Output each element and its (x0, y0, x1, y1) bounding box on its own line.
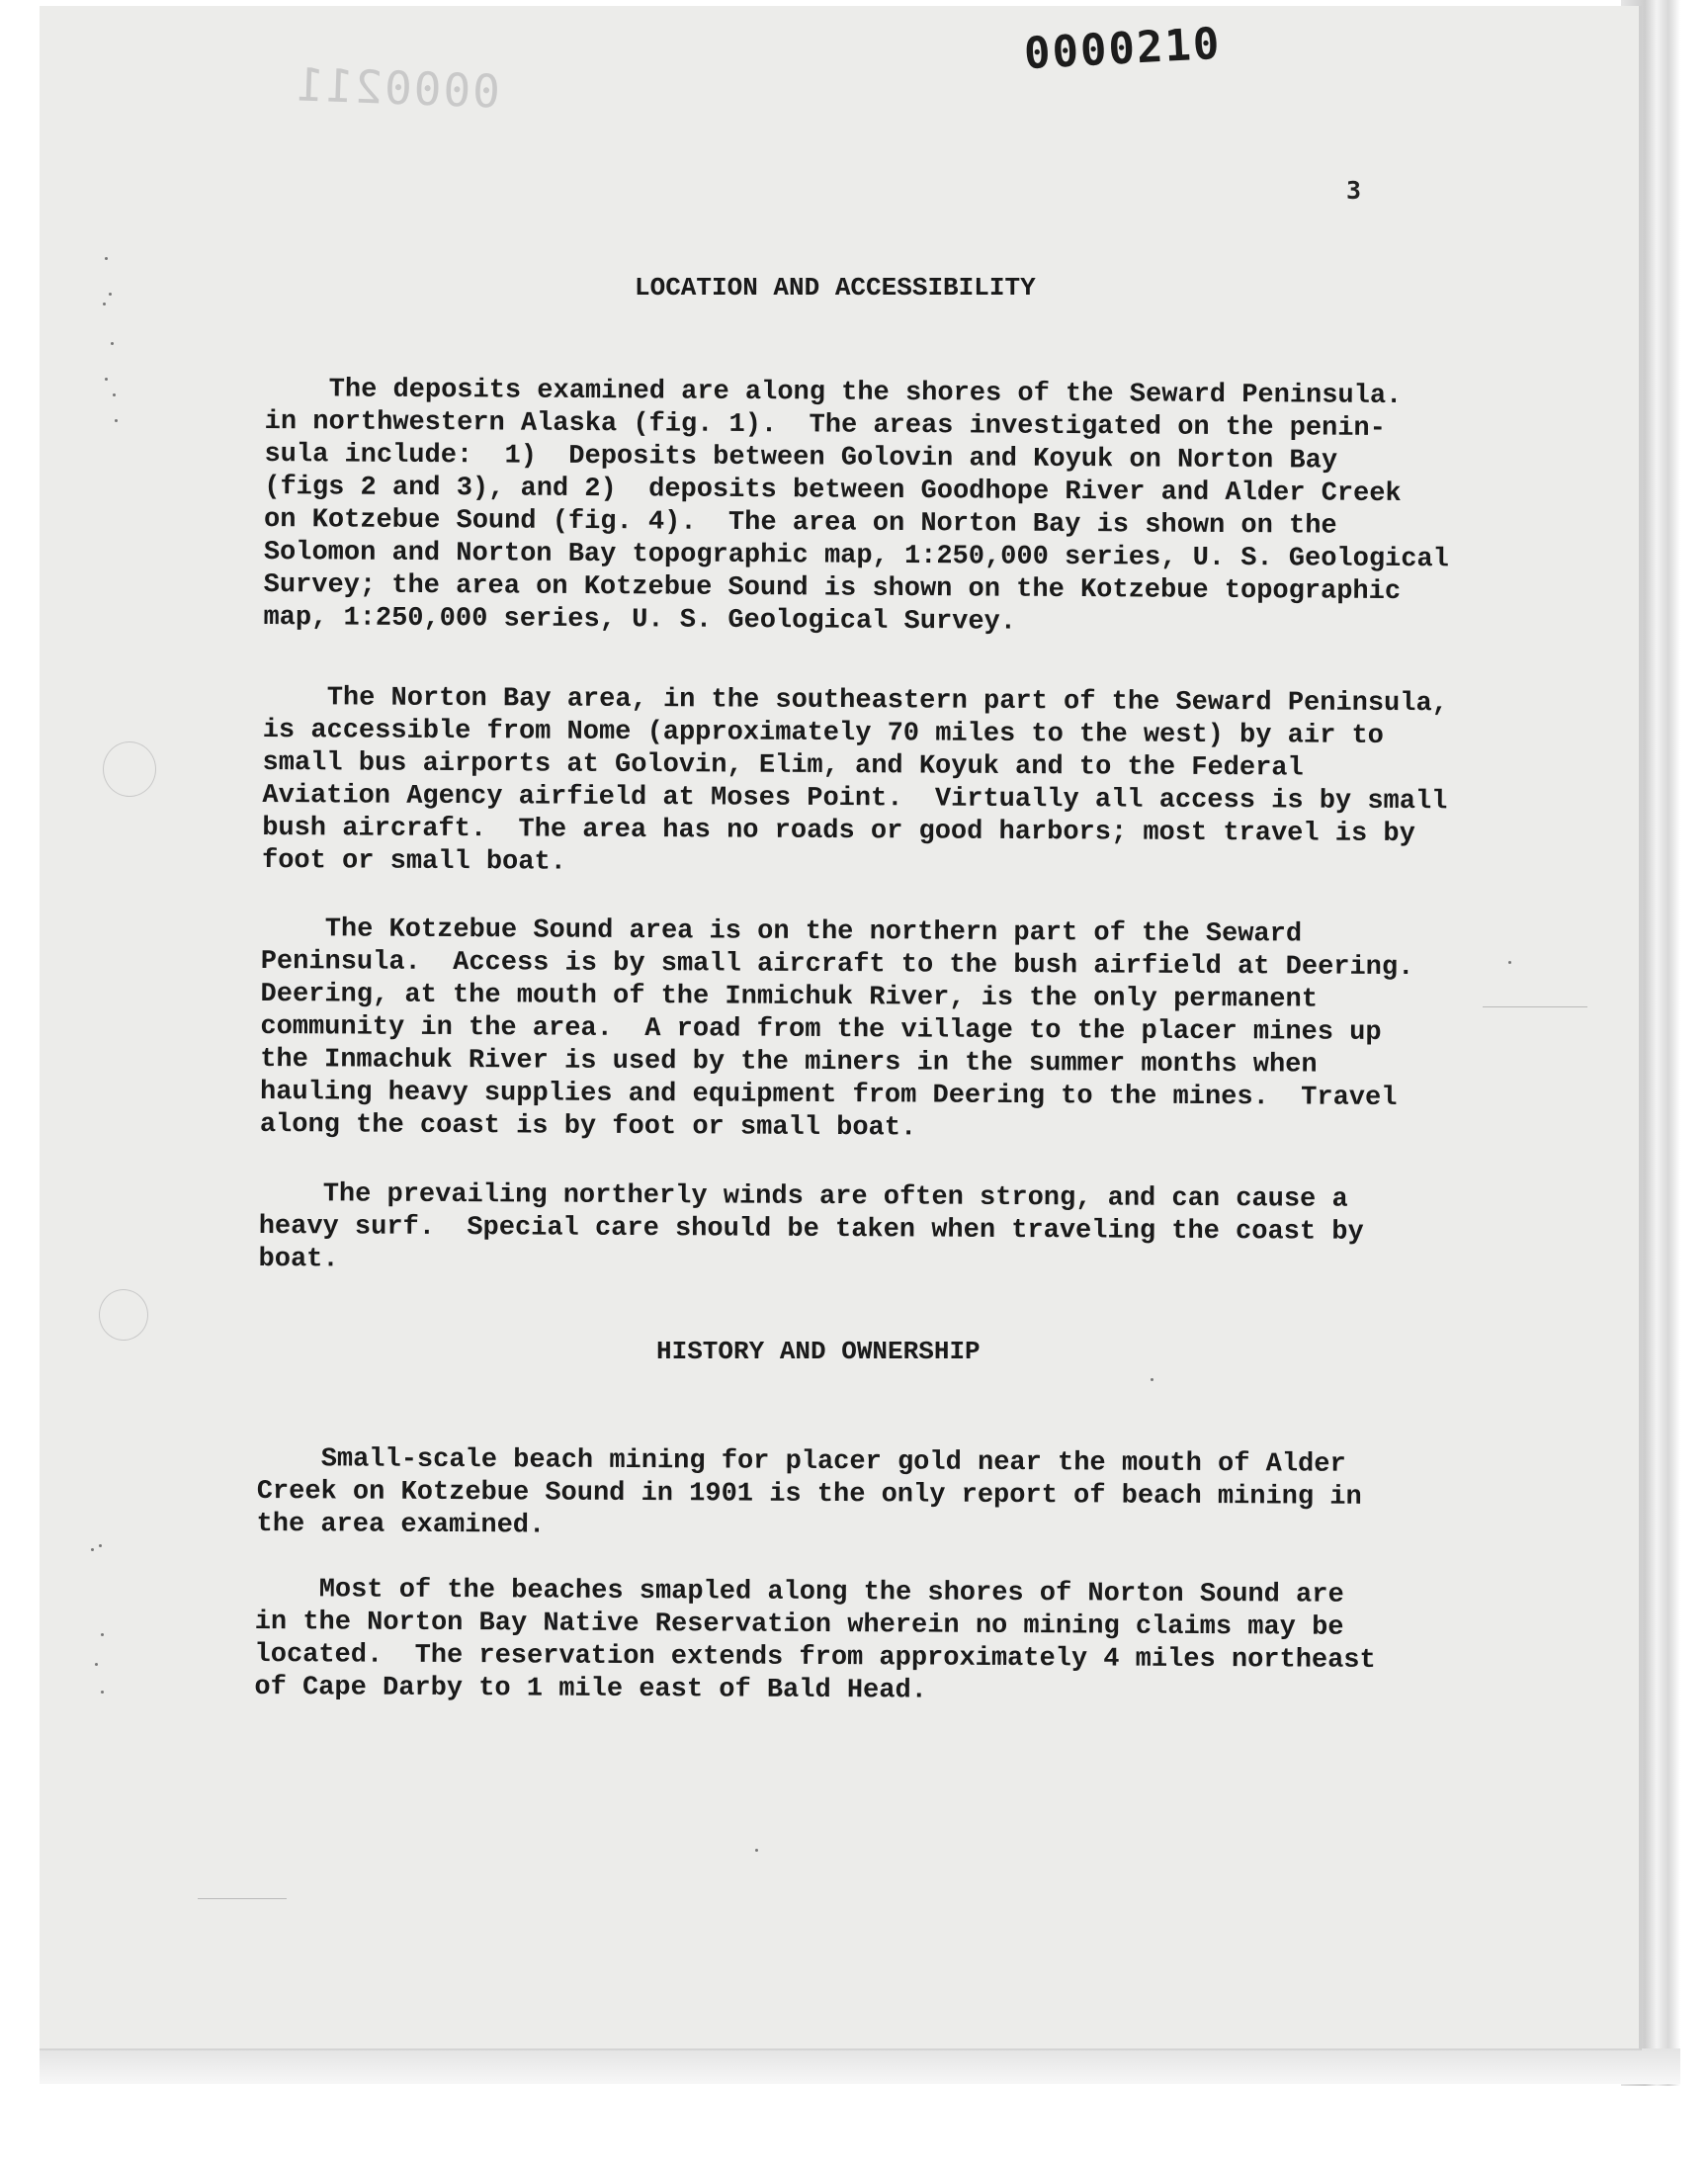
text-line: Deering, at the mouth of the Inmichuk River, is the only permanent (260, 979, 1319, 1015)
text-line: hauling heavy supplies and equipment from Deering to the mines. Travel (259, 1077, 1398, 1114)
scan-ring-mark (99, 1289, 148, 1341)
scan-speck (91, 1548, 94, 1551)
text-line: map, 1:250,000 series, U. S. Geological Survey. (263, 602, 1017, 638)
page-number: 3 (1346, 176, 1362, 205)
paragraph-kotzebue-sound (260, 914, 1414, 1148)
text-line: Peninsula. Access is by small aircraft to the bush airfield at Deering. (260, 946, 1414, 984)
text-line: The deposits examined are along the shores of the Seward Peninsula. (264, 374, 1403, 412)
text-line: Survey; the area on Kotzebue Sound is shown on the Kotzebue topographic (263, 569, 1402, 608)
scan-speck (755, 1849, 758, 1852)
section-heading-history: HISTORY AND OWNERSHIP (656, 1337, 981, 1366)
scan-scratch (198, 1898, 287, 1899)
scan-speck (101, 1691, 104, 1694)
text-line: Small-scale beach mining for placer gold near the mouth of Alder (256, 1444, 1346, 1480)
text-line: in the Norton Bay Native Reservation wherein no mining claims may be (254, 1607, 1344, 1643)
paragraph-location-overview (263, 374, 1450, 642)
text-line: is accessible from Nome (approximately 70 miles to the west) by air to (262, 715, 1384, 751)
text-line: Solomon and Norton Bay topographic map, 1:250,000 series, U. S. Geological (263, 537, 1449, 575)
scan-speck (105, 378, 108, 381)
text-line: of Cape Darby to 1 mile east of Bald Head. (254, 1672, 927, 1706)
scan-speck (103, 303, 106, 305)
text-line: heavy surf. Special care should be taken when traveling the coast by (258, 1211, 1364, 1248)
text-line: Creek on Kotzebue Sound in 1901 is the only report of beach mining in (256, 1476, 1362, 1513)
bleed-through-stamp: 0000211 (294, 57, 501, 119)
text-line: (figs 2 and 3), and 2) deposits between Goodhope River and Alder Creek (264, 472, 1402, 510)
scan-speck (115, 419, 118, 422)
text-line: sula include: 1) Deposits between Golovin and Koyuk on Norton Bay (264, 439, 1338, 477)
scan-speck (95, 1663, 98, 1666)
text-line: bush aircraft. The area has no roads or good harbors; most travel is by (262, 813, 1415, 850)
scan-speck (1151, 1378, 1153, 1381)
text-line: in northwestern Alaska (fig. 1). The areas investigated on the penin- (264, 406, 1386, 444)
text-line: boat. (258, 1244, 339, 1275)
section-heading-location: LOCATION AND ACCESSIBILITY (635, 273, 1036, 303)
scan-speck (109, 293, 112, 296)
text-line: Most of the beaches smapled along the shores of Norton Sound are (254, 1575, 1344, 1610)
text-line: small bus airports at Golovin, Elim, and Koyuk and to the Federal (262, 747, 1304, 784)
scan-scratch (1483, 1006, 1587, 1007)
paragraph-norton-bay (262, 682, 1448, 884)
paragraph-beach-mining (256, 1443, 1361, 1547)
document-number-stamp: 0000210 (1022, 18, 1223, 80)
text-line: The Norton Bay area, in the southeastern part of the Seward Peninsula, (262, 683, 1448, 720)
text-line: foot or small boat. (261, 845, 566, 878)
text-line: community in the area. A road from the village to the placer mines up (260, 1011, 1382, 1048)
scan-speck (113, 393, 116, 396)
scan-speck (101, 1633, 104, 1636)
scan-ring-mark (103, 741, 156, 797)
text-line: located. The reservation extends from approximately 4 miles northeast (254, 1639, 1376, 1676)
text-line: along the coast is by foot or small boat. (259, 1109, 917, 1144)
text-line: Aviation Agency airfield at Moses Point. Virtually all access is by small (262, 780, 1448, 818)
scan-speck (111, 342, 114, 345)
scan-speck (99, 1544, 102, 1547)
text-line: on Kotzebue Sound (fig. 4). The area on Norton Bay is shown on the (264, 504, 1337, 542)
paragraph-winds (258, 1178, 1363, 1282)
scan-speck (1508, 961, 1511, 964)
text-line: the Inmachuk River is used by the miners in the summer months when (260, 1044, 1318, 1081)
scan-speck (105, 257, 108, 260)
text-line: The Kotzebue Sound area is on the northern part of the Seward (260, 914, 1303, 950)
page-bottom-shadow (40, 2048, 1680, 2084)
paragraph-reservation (254, 1574, 1376, 1710)
document-page (40, 6, 1642, 2050)
text-line: The prevailing northerly winds are often strong, and can cause a (258, 1179, 1348, 1215)
text-line: the area examined. (256, 1509, 546, 1541)
